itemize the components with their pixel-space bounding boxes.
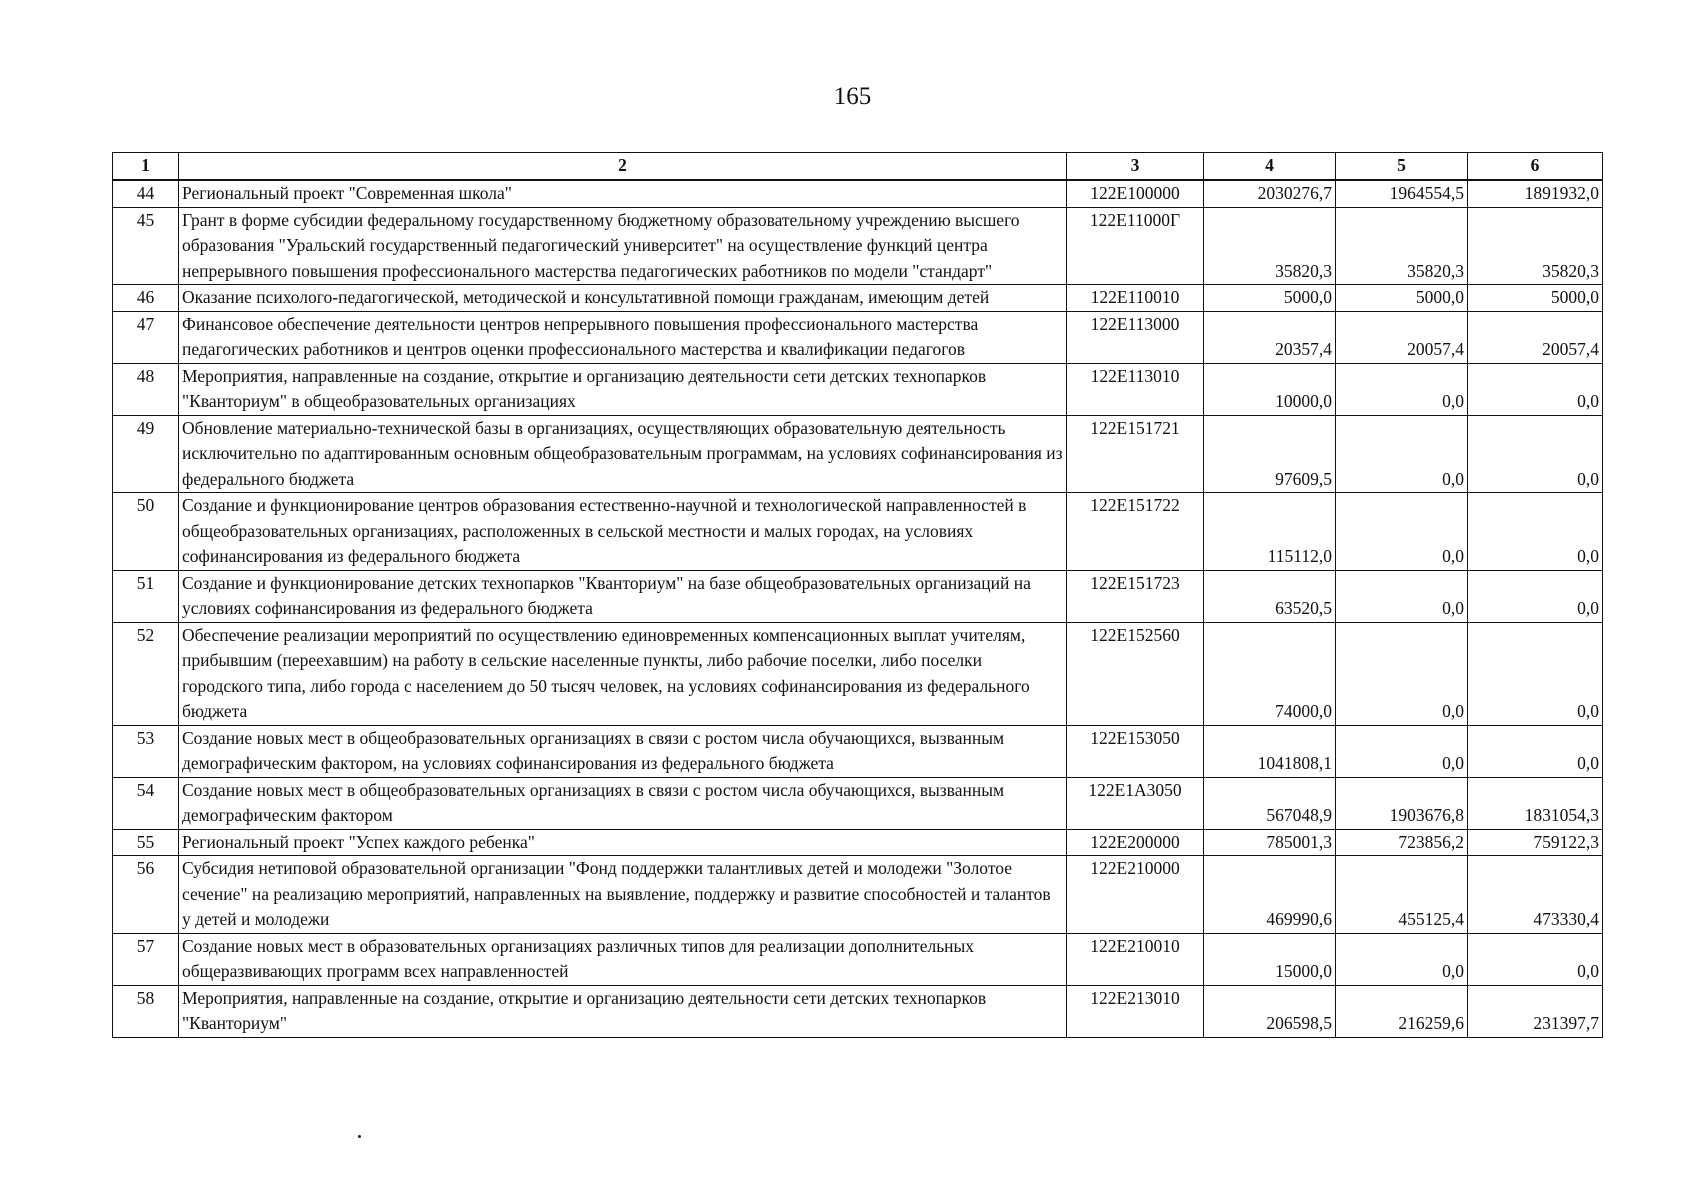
row-name: Создание и функционирование центров образования естественно-научной и технологической направленностей в общеобразовательных организациях, расположенных в сельской местности и малых городах, на условиях софинансирования из федерального бюджета xyxy=(179,493,1067,571)
row-code: 122E110010 xyxy=(1067,285,1204,312)
row-code: 122E152560 xyxy=(1067,622,1204,725)
row-value-col6: 473330,4 xyxy=(1468,856,1603,934)
row-value-col6: 0,0 xyxy=(1468,363,1603,415)
row-value-col5: 0,0 xyxy=(1336,622,1468,725)
table-row xyxy=(113,363,1603,415)
table-row xyxy=(113,180,1603,207)
row-number: 46 xyxy=(113,285,179,312)
row-value-col5: 455125,4 xyxy=(1336,856,1468,934)
row-value-col4: 5000,0 xyxy=(1204,285,1336,312)
header-row xyxy=(113,153,1603,181)
row-code: 122E200000 xyxy=(1067,829,1204,856)
row-value-col4: 15000,0 xyxy=(1204,933,1336,985)
row-value-col6: 5000,0 xyxy=(1468,285,1603,312)
column-header-4: 4 xyxy=(1204,153,1336,181)
table-row xyxy=(113,856,1603,934)
row-value-col4: 785001,3 xyxy=(1204,829,1336,856)
row-value-col5: 0,0 xyxy=(1336,363,1468,415)
row-name: Региональный проект "Современная школа" xyxy=(179,180,1067,207)
row-number: 56 xyxy=(113,856,179,934)
row-value-col4: 35820,3 xyxy=(1204,207,1336,285)
row-value-col4: 97609,5 xyxy=(1204,415,1336,493)
column-header-5: 5 xyxy=(1336,153,1468,181)
row-code: 122E213010 xyxy=(1067,985,1204,1037)
row-number: 45 xyxy=(113,207,179,285)
row-name: Обновление материально-технической базы в организациях, осуществляющих образовательную деятельность исключительно по адаптированным основным общеобразовательным программам, на условиях софинансирования из федерального бюджета xyxy=(179,415,1067,493)
row-value-col5: 216259,6 xyxy=(1336,985,1468,1037)
row-name: Субсидия нетиповой образовательной организации "Фонд поддержки талантливых детей и молодежи "Золотое сечение" на реализацию мероприятий, направленных на выявление, поддержку и развитие способностей и талантов у детей и молодежи xyxy=(179,856,1067,934)
table-row xyxy=(113,622,1603,725)
row-value-col4: 115112,0 xyxy=(1204,493,1336,571)
row-name: Оказание психолого-педагогической, методической и консультативной помощи гражданам, имеющим детей xyxy=(179,285,1067,312)
table-body xyxy=(113,180,1603,1037)
row-number: 44 xyxy=(113,180,179,207)
row-value-col4: 2030276,7 xyxy=(1204,180,1336,207)
stray-mark xyxy=(358,1135,361,1138)
row-number: 55 xyxy=(113,829,179,856)
row-code: 122E151723 xyxy=(1067,570,1204,622)
row-value-col5: 723856,2 xyxy=(1336,829,1468,856)
row-code: 122E11000Г xyxy=(1067,207,1204,285)
row-value-col4: 20357,4 xyxy=(1204,311,1336,363)
column-header-6: 6 xyxy=(1468,153,1603,181)
row-number: 53 xyxy=(113,725,179,777)
row-code: 122E113000 xyxy=(1067,311,1204,363)
row-name: Создание и функционирование детских технопарков "Кванториум" на базе общеобразовательных организаций на условиях софинансирования из федерального бюджета xyxy=(179,570,1067,622)
table-row xyxy=(113,415,1603,493)
row-name: Грант в форме субсидии федеральному государственному бюджетному образовательному учреждению высшего образования "Уральский государственный педагогический университет" на осуществление функций центра непрерывного повышения профессионального мастерства педагогических работников по модели "стандарт" xyxy=(179,207,1067,285)
row-number: 52 xyxy=(113,622,179,725)
table-row xyxy=(113,777,1603,829)
row-value-col5: 1964554,5 xyxy=(1336,180,1468,207)
row-name: Создание новых мест в образовательных организациях различных типов для реализации дополнительных общеразвивающих программ всех направленностей xyxy=(179,933,1067,985)
row-name: Мероприятия, направленные на создание, открытие и организацию деятельности сети детских технопарков "Кванториум" в общеобразовательных организациях xyxy=(179,363,1067,415)
row-value-col5: 1903676,8 xyxy=(1336,777,1468,829)
row-value-col4: 63520,5 xyxy=(1204,570,1336,622)
row-value-col6: 231397,7 xyxy=(1468,985,1603,1037)
table-row xyxy=(113,829,1603,856)
row-value-col5: 0,0 xyxy=(1336,570,1468,622)
row-value-col5: 0,0 xyxy=(1336,933,1468,985)
row-value-col6: 0,0 xyxy=(1468,570,1603,622)
row-name: Финансовое обеспечение деятельности центров непрерывного повышения профессионального мастерства педагогических работников и центров оценки профессионального мастерства и квалификации педагогов xyxy=(179,311,1067,363)
row-value-col6: 35820,3 xyxy=(1468,207,1603,285)
row-value-col6: 0,0 xyxy=(1468,415,1603,493)
row-value-col5: 35820,3 xyxy=(1336,207,1468,285)
row-number: 49 xyxy=(113,415,179,493)
row-number: 48 xyxy=(113,363,179,415)
row-value-col6: 1891932,0 xyxy=(1468,180,1603,207)
row-number: 47 xyxy=(113,311,179,363)
row-value-col5: 0,0 xyxy=(1336,415,1468,493)
row-value-col4: 10000,0 xyxy=(1204,363,1336,415)
table-row xyxy=(113,493,1603,571)
row-code: 122E1A3050 xyxy=(1067,777,1204,829)
row-code: 122E100000 xyxy=(1067,180,1204,207)
row-code: 122E210000 xyxy=(1067,856,1204,934)
row-number: 51 xyxy=(113,570,179,622)
column-header-3: 3 xyxy=(1067,153,1204,181)
row-number: 54 xyxy=(113,777,179,829)
row-value-col6: 0,0 xyxy=(1468,622,1603,725)
row-number: 50 xyxy=(113,493,179,571)
row-code: 122E153050 xyxy=(1067,725,1204,777)
row-name: Создание новых мест в общеобразовательных организациях в связи с ростом числа обучающихся, вызванным демографическим фактором xyxy=(179,777,1067,829)
row-name: Региональный проект "Успех каждого ребенка" xyxy=(179,829,1067,856)
table-row xyxy=(113,311,1603,363)
row-value-col4: 1041808,1 xyxy=(1204,725,1336,777)
table-row xyxy=(113,985,1603,1037)
row-name: Обеспечение реализации мероприятий по осуществлению единовременных компенсационных выплат учителям, прибывшим (переехавшим) на работу в сельские населенные пункты, либо рабочие поселки, либо поселки городского типа, либо города с населением до 50 тысяч человек, на условиях софинансирования из федерального бюджета xyxy=(179,622,1067,725)
row-value-col4: 469990,6 xyxy=(1204,856,1336,934)
row-number: 57 xyxy=(113,933,179,985)
budget-table xyxy=(112,152,1603,1038)
row-name: Создание новых мест в общеобразовательных организациях в связи с ростом числа обучающихся, вызванным демографическим фактором, на условиях софинансирования из федерального бюджета xyxy=(179,725,1067,777)
column-header-2: 2 xyxy=(179,153,1067,181)
row-value-col5: 20057,4 xyxy=(1336,311,1468,363)
row-value-col5: 0,0 xyxy=(1336,725,1468,777)
row-value-col6: 0,0 xyxy=(1468,725,1603,777)
row-value-col4: 74000,0 xyxy=(1204,622,1336,725)
row-code: 122E151721 xyxy=(1067,415,1204,493)
row-value-col6: 20057,4 xyxy=(1468,311,1603,363)
row-value-col5: 5000,0 xyxy=(1336,285,1468,312)
row-value-col6: 759122,3 xyxy=(1468,829,1603,856)
table-row xyxy=(113,933,1603,985)
row-code: 122E210010 xyxy=(1067,933,1204,985)
row-number: 58 xyxy=(113,985,179,1037)
column-header-1: 1 xyxy=(113,153,179,181)
row-value-col6: 0,0 xyxy=(1468,493,1603,571)
table-row xyxy=(113,725,1603,777)
row-value-col6: 1831054,3 xyxy=(1468,777,1603,829)
row-code: 122E113010 xyxy=(1067,363,1204,415)
page-number: 165 xyxy=(833,83,872,110)
table-row xyxy=(113,570,1603,622)
table-row xyxy=(113,285,1603,312)
row-value-col6: 0,0 xyxy=(1468,933,1603,985)
table-row xyxy=(113,207,1603,285)
row-name: Мероприятия, направленные на создание, открытие и организацию деятельности сети детских технопарков "Кванториум" xyxy=(179,985,1067,1037)
row-value-col5: 0,0 xyxy=(1336,493,1468,571)
row-value-col4: 206598,5 xyxy=(1204,985,1336,1037)
row-value-col4: 567048,9 xyxy=(1204,777,1336,829)
row-code: 122E151722 xyxy=(1067,493,1204,571)
